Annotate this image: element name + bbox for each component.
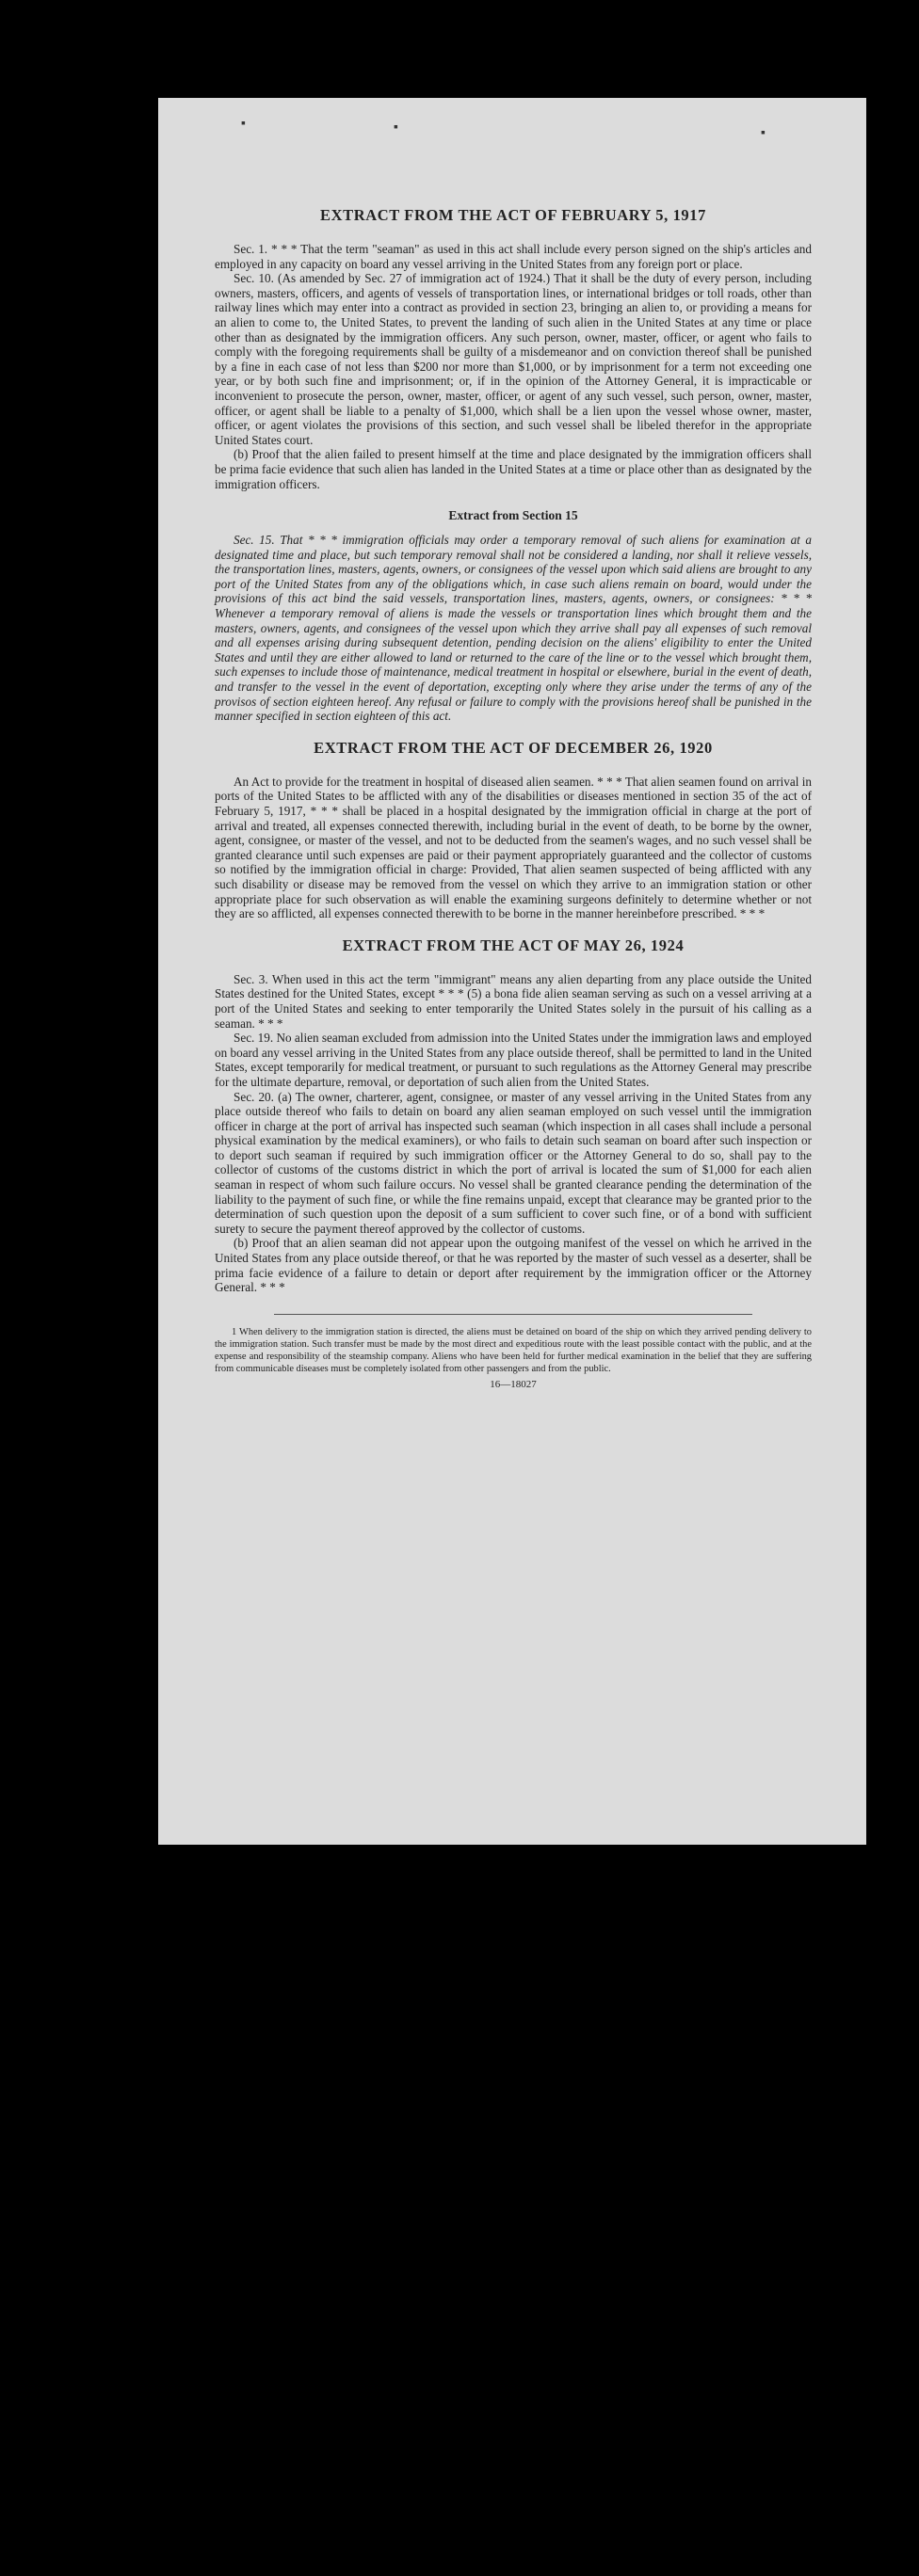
paragraph: An Act to provide for the treatment in hospital of diseased alien seamen. * * * That alien seamen found on arrival in ports of the United States to be afflicted with any of the disabilities or diseases mentioned in section 35 of the act of February 5, 1917, * * * shall be placed in a hospital designated by the immigration official in charge at the port of arrival and treated, all expenses connected therewith, including burial in the event of death, to be borne by the owner, agent, consignee, or master of the vessel, and not to be deducted from the seamen's wages, and no such vessel shall be granted clearance until such expenses are paid or their payment appropriately guaranteed and the collector of customs so notified by the immigration official in charge: Provided, That alien seamen suspected of being afflicted with any such disability or disease may be removed from the vessel on which they arrive to an immigration station or other appropriate place for such observation as will enable the examining surgeons definitely to determine whether or not they are so afflicted, all expenses connected therewith to be borne in the manner hereinbefore prescribed. * * * xyxy=(215,774,812,921)
paragraph: Sec. 1. * * * That the term "seaman" as used in this act shall include every person signed on the ship's articles and employed in any capacity on board any vessel arriving in the United States from any foreign port or place. xyxy=(215,242,812,271)
page-number: 16—18027 xyxy=(490,1378,537,1390)
section-1920-body xyxy=(215,775,812,921)
scan-mark: ▪ xyxy=(241,117,246,131)
section-1924-body xyxy=(215,972,812,1295)
section-heading-1924: EXTRACT FROM THE ACT OF MAY 26, 1924 xyxy=(342,936,685,954)
section-heading-section-15: Extract from Section 15 xyxy=(448,508,578,523)
section-heading-1920: EXTRACT FROM THE ACT OF DECEMBER 26, 1920 xyxy=(314,738,713,757)
divider xyxy=(274,1314,751,1315)
scan-mark: ▪ xyxy=(761,126,766,140)
section-15-body xyxy=(215,533,812,724)
paragraph: Sec. 15. That * * * immigration officials may order a temporary removal of such aliens for examination at a designated time and place, but such temporary removal shall not be considered a landing, nor shall it relieve vessels, the transportation lines, masters, agents, owners, or consignees of the vessel upon which said aliens are brought to any port of the United States from any of the obligations which, in case such aliens remain on board, would under the provisions of this act bind the said vessels, transportation lines, masters, agents, owners, or consignees: * * * Whenever a temporary removal of aliens is made the vessels or transportation lines which brought them and the masters, owners, agents, and consignees of the vessel upon which they arrive shall pay all expenses of such removal and all expenses arising during subsequent detention, pending decision on the aliens' eligibility to enter the United States and until they are either allowed to land or returned to the care of the line or to the vessel which brought them, such expenses to include those of maintenance, medical treatment in hospital or elsewhere, burial in the event of death, and transfer to the vessel in the event of deportation, excepting only where they arise under the terms of any of the provisos of section eighteen hereof. Any refusal or failure to comply with the provisions hereof shall be punished in the manner specified in section eighteen of this act. xyxy=(215,533,812,724)
footnote: 1 When delivery to the immigration station is directed, the aliens must be detained on board of the ship on which they arrived pending delivery to the immigration station. Such transfer must be made by the most direct and expeditious route with the least possible contact with the public, and at the expense and responsibility of the steamship company. Aliens who have been held for further medical examination in the belief that they are suffering from communicable diseases must be completely isolated from other passengers and from the public. xyxy=(215,1326,812,1374)
paragraph: Sec. 3. When used in this act the term "immigrant" means any alien departing from any place outside the United States destined for the United States, except * * * (5) a bona fide alien seaman serving as such on a vessel arriving at a port of the United States and seeking to enter temporarily the United States solely in the pursuit of his calling as a seaman. * * * xyxy=(215,971,812,1031)
section-heading-1917: EXTRACT FROM THE ACT OF FEBRUARY 5, 1917 xyxy=(320,206,706,224)
document-page xyxy=(158,98,866,1845)
paragraph: Sec. 10. (As amended by Sec. 27 of immigration act of 1924.) That it shall be the duty of every person, including owners, masters, officers, and agents of vessels of transportation lines, or international bridges or toll roads, other than railway lines which may enter into a contract as provided in section 23, bringing an alien to, or providing a means for an alien to come to, the United States, to prevent the landing of such alien in the United States at any time or place other than as designated by the immigration officers. Any such person, owner, master, officer, or agent who fails to comply with the foregoing requirements shall be guilty of a misdemeanor and on conviction thereof shall be punished by a fine in each case of not less than $200 nor more than $1,000, or by imprisonment for a term not exceeding one year, or by both such fine and imprisonment; or, if in the opinion of the Attorney General, it is impracticable or inconvenient to prosecute the person, owner, master, officer, or agent of any such vessel, such person, owner, master, officer, or agent shall be liable to a penalty of $1,000, which shall be a lien upon the vessel whose owner, master, officer, or agent violates the provisions of this section, and such vessel shall be libeled therefor in the appropriate United States court. xyxy=(215,271,812,447)
scan-mark: ▪ xyxy=(394,120,398,135)
paragraph: (b) Proof that an alien seaman did not appear upon the outgoing manifest of the vessel on which he arrived in the United States from any place outside thereof, or that he was reported by the master of such vessel as a deserter, shall be prima facie evidence of a failure to detain or deport after requirement by the immigration officer or the Attorney General. * * * xyxy=(215,1236,812,1295)
paragraph: Sec. 19. No alien seaman excluded from admission into the United States under the immigration laws and employed on board any vessel arriving in the United States from any place outside thereof, shall be permitted to land in the United States, except temporarily for medical treatment, or pursuant to such regulations as the Attorney General may prescribe for the ultimate departure, removal, or deportation of such alien from the United States. xyxy=(215,1031,812,1089)
section-1917-body xyxy=(215,242,812,491)
paragraph: (b) Proof that the alien failed to present himself at the time and place designated by the immigration officers shall be prima facie evidence that such alien has landed in the United States at a time or place other than as designated by the immigration officers. xyxy=(215,447,812,491)
paragraph: Sec. 20. (a) The owner, charterer, agent, consignee, or master of any vessel arriving in the United States from any place outside thereof who fails to detain on board any alien seaman employed on such vessel until the immigration officer in charge at the port of arrival has inspected such seaman (which inspection in all cases shall include a personal physical examination by the medical examiners), or who fails to detain such seaman on board after such inspection or to deport such seaman if required by such immigration officer or the Attorney General to do so, shall pay to the collector of customs of the customs district in which the port of arrival is located the sum of $1,000 for each alien seaman in respect of whom such failure occurs. No vessel shall be granted clearance pending the determination of the liability to the payment of such fine, or while the fine remains unpaid, except that clearance may be granted prior to the determination of such question upon the deposit of a sum sufficient to cover such fine, or of a bond with sufficient surety to secure the payment thereof approved by the collector of customs. xyxy=(215,1089,812,1236)
